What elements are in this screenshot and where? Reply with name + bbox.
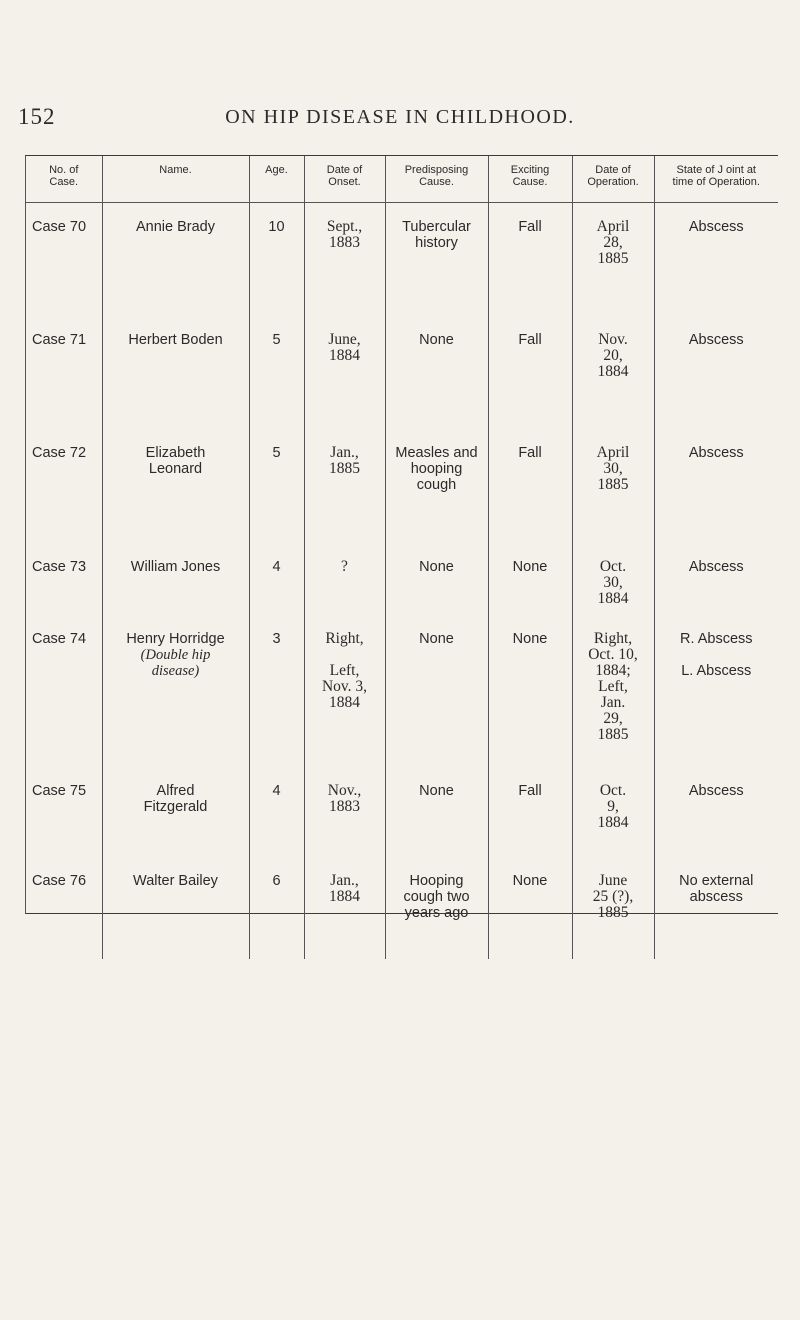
case-number-cell (26, 543, 102, 615)
patient-name-cell (102, 316, 249, 429)
joint-state-cell (654, 543, 778, 615)
date-of-onset: Jan., 1885 (329, 443, 360, 477)
patient-age-cell (249, 857, 304, 959)
patient-name-cell (102, 203, 249, 316)
joint-state: No external abscess (679, 872, 754, 905)
exciting-cause-cell (488, 543, 572, 615)
exciting-cause-cell (488, 429, 572, 543)
patient-name-cell (102, 429, 249, 543)
date-of-onset: ? (341, 557, 348, 575)
joint-state: Abscess (688, 331, 744, 348)
date-of-operation: June 25 (?), 1885 (592, 871, 634, 921)
header-date-of-onset: Date of Onset. (304, 156, 385, 203)
case-number-cell (26, 615, 102, 767)
date-of-operation-cell (572, 203, 654, 316)
case-number-cell (26, 316, 102, 429)
case-table-frame (25, 155, 778, 921)
table-row (26, 429, 778, 543)
date-of-onset-cell (304, 543, 385, 615)
predisposing-cause-cell (385, 857, 488, 959)
date-of-onset: Nov., 1883 (327, 781, 362, 815)
patient-name: Annie Brady (136, 219, 215, 235)
header-row (26, 156, 778, 203)
date-of-operation: April 30, 1885 (596, 443, 630, 493)
patient-name-cell (102, 615, 249, 767)
patient-name: William Jones (130, 558, 221, 575)
table-row (26, 767, 778, 857)
joint-state-cell (654, 429, 778, 543)
predisposing-cause: None (419, 558, 454, 575)
predisposing-cause: Hooping cough two years ago (403, 872, 470, 921)
patient-name: Herbert Boden (128, 331, 223, 348)
exciting-cause-cell (488, 857, 572, 959)
exciting-cause-cell (488, 316, 572, 429)
exciting-cause: None (512, 872, 548, 889)
case-table (26, 156, 778, 959)
header-case-no: No. of Case. (26, 156, 102, 203)
table-row (26, 203, 778, 316)
exciting-cause: Fall (518, 782, 542, 799)
page-number: 152 (18, 104, 56, 129)
patient-age: 10 (268, 219, 285, 235)
table-row (26, 615, 778, 767)
case-number-cell (26, 767, 102, 857)
joint-state-cell (654, 316, 778, 429)
joint-state-cell (654, 857, 778, 959)
predisposing-cause-cell (385, 316, 488, 429)
header-exciting-cause: Exciting Cause. (488, 156, 572, 203)
date-of-operation-cell (572, 543, 654, 615)
date-of-operation: Oct. 30, 1884 (597, 557, 629, 607)
header-name: Name. (102, 156, 249, 203)
patient-name: Elizabeth Leonard (145, 444, 206, 477)
date-of-onset-cell (304, 857, 385, 959)
patient-age: 3 (272, 630, 281, 647)
patient-name-cell (102, 543, 249, 615)
patient-age-cell (249, 316, 304, 429)
table-header (26, 156, 778, 203)
date-of-onset-cell (304, 203, 385, 316)
header-state-of-joint: State of J oint at time of Operation. (654, 156, 778, 203)
table-row (26, 857, 778, 959)
patient-name: Walter Bailey (133, 872, 218, 889)
patient-name-cell (102, 857, 249, 959)
date-of-onset: Right, Left, Nov. 3, 1884 (321, 629, 368, 711)
patient-age: 4 (272, 782, 281, 799)
date-of-operation-cell (572, 316, 654, 429)
table-body (26, 203, 778, 959)
patient-age-cell (249, 767, 304, 857)
date-of-onset-cell (304, 615, 385, 767)
exciting-cause-cell (488, 203, 572, 316)
header-age: Age. (249, 156, 304, 203)
header-predisposing-cause: Predisposing Cause. (385, 156, 488, 203)
date-of-operation: Right, Oct. 10, 1884; Left, Jan. 29, 1885 (588, 629, 638, 743)
date-of-operation-cell (572, 767, 654, 857)
running-title: ON HIP DISEASE IN CHILDHOOD. (225, 106, 575, 128)
patient-age-cell (249, 615, 304, 767)
exciting-cause: Fall (518, 331, 542, 348)
date-of-operation: April 28, 1885 (596, 218, 630, 267)
patient-age: 5 (272, 331, 281, 348)
patient-age-cell (249, 203, 304, 316)
case-number-cell (26, 857, 102, 959)
joint-state: Abscess (688, 558, 744, 575)
case-number: Case 70 (32, 219, 87, 235)
patient-name-cell (102, 767, 249, 857)
patient-age-cell (249, 543, 304, 615)
patient-name-note: (Double hip disease) (140, 646, 211, 679)
date-of-onset: June, 1884 (328, 330, 361, 364)
patient-age: 4 (272, 558, 281, 575)
case-number: Case 72 (32, 444, 87, 461)
predisposing-cause-cell (385, 767, 488, 857)
joint-state: Abscess (688, 444, 744, 461)
predisposing-cause-cell (385, 543, 488, 615)
case-number: Case 74 (32, 630, 87, 647)
header-date-of-operation: Date of Operation. (572, 156, 654, 203)
date-of-operation-cell (572, 429, 654, 543)
patient-name: Alfred Fitzgerald (143, 782, 208, 815)
exciting-cause: None (512, 558, 548, 575)
exciting-cause: Fall (518, 219, 542, 235)
exciting-cause: Fall (518, 444, 542, 461)
date-of-operation-cell (572, 615, 654, 767)
joint-state: Abscess (688, 782, 744, 799)
joint-state-cell (654, 767, 778, 857)
page-header (0, 104, 800, 144)
date-of-operation-cell (572, 857, 654, 959)
case-number-cell (26, 203, 102, 316)
predisposing-cause: None (419, 782, 454, 799)
date-of-onset: Sept., 1883 (326, 218, 363, 251)
predisposing-cause-cell (385, 615, 488, 767)
predisposing-cause: Measles and hooping cough (395, 444, 478, 493)
joint-state-cell (654, 615, 778, 767)
joint-state: R. Abscess L. Abscess (679, 630, 753, 679)
predisposing-cause: None (419, 630, 454, 647)
case-number: Case 76 (32, 872, 87, 889)
date-of-operation: Nov. 20, 1884 (597, 330, 629, 380)
date-of-operation: Oct. 9, 1884 (597, 781, 629, 831)
predisposing-cause-cell (385, 203, 488, 316)
predisposing-cause: Tubercular history (402, 219, 471, 251)
table-row (26, 316, 778, 429)
date-of-onset-cell (304, 429, 385, 543)
predisposing-cause-cell (385, 429, 488, 543)
joint-state: Abscess (688, 219, 744, 235)
patient-age: 5 (272, 444, 281, 461)
date-of-onset: Jan., 1884 (329, 871, 360, 905)
patient-age-cell (249, 429, 304, 543)
case-number: Case 71 (32, 331, 87, 348)
joint-state-cell (654, 203, 778, 316)
predisposing-cause: None (419, 331, 454, 348)
patient-age: 6 (272, 872, 281, 889)
date-of-onset-cell (304, 767, 385, 857)
patient-name: Henry Horridge (126, 630, 225, 647)
table-row (26, 543, 778, 615)
case-number: Case 73 (32, 558, 87, 575)
exciting-cause-cell (488, 767, 572, 857)
exciting-cause-cell (488, 615, 572, 767)
case-number: Case 75 (32, 782, 87, 799)
date-of-onset-cell (304, 316, 385, 429)
exciting-cause: None (512, 630, 548, 647)
case-number-cell (26, 429, 102, 543)
